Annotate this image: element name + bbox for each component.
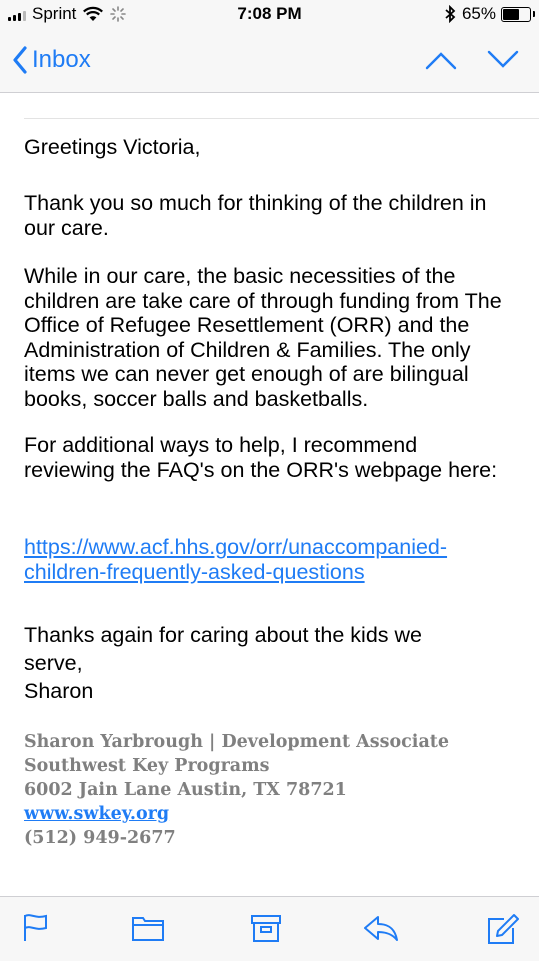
- closing-name: Sharon: [24, 679, 94, 703]
- back-to-inbox-button[interactable]: [12, 46, 91, 74]
- folder-icon: [131, 913, 165, 943]
- chevron-down-icon: [487, 50, 519, 70]
- reply-button[interactable]: [362, 913, 400, 948]
- chevron-left-icon: [12, 46, 28, 74]
- battery-icon: [501, 7, 531, 22]
- email-signature: [24, 730, 449, 850]
- flag-button[interactable]: [22, 913, 50, 948]
- move-to-folder-button[interactable]: [131, 913, 165, 948]
- signature-website-link[interactable]: www.swkey.org: [24, 804, 170, 824]
- battery-fill: [503, 9, 519, 20]
- status-right: [444, 4, 531, 24]
- status-time: 7:08 PM: [237, 4, 302, 23]
- divider: [24, 118, 539, 119]
- signature-name-title: Sharon Yarbrough | Development Associate: [24, 732, 449, 752]
- back-label: Inbox: [32, 46, 91, 73]
- email-paragraph-1: Thank you so much for thinking of the children in our care.: [24, 191, 487, 240]
- archive-icon: [250, 913, 282, 943]
- signature-organization: Southwest Key Programs: [24, 756, 270, 776]
- email-closing: [24, 621, 484, 705]
- email-paragraph-3: For additional ways to help, I recommend reviewing the FAQ's on the ORR's webpage here:: [24, 433, 498, 482]
- bluetooth-icon: [444, 5, 456, 23]
- email-greeting: Greetings Victoria,: [24, 135, 201, 159]
- signature-address: 6002 Jain Lane Austin, TX 78721: [24, 780, 347, 800]
- signature-phone: (512) 949-2677: [24, 828, 176, 848]
- carrier-name: Sprint: [32, 4, 77, 23]
- email-paragraph-2: While in our care, the basic necessities of the children are take care of through funding from The Office of Refugee Resettlement (ORR) and the Administration of Children & Families. The only items we can never get enough of are bilingual books, soccer balls and basketballs.: [24, 264, 502, 411]
- reply-icon: [362, 913, 400, 943]
- next-message-button[interactable]: [487, 50, 519, 75]
- status-bar: [0, 0, 539, 30]
- chevron-up-icon: [425, 50, 457, 70]
- orr-faq-link[interactable]: https://www.acf.hhs.gov/orr/unaccompanied-children-frequently-asked-questions: [24, 535, 448, 584]
- archive-button[interactable]: [250, 913, 282, 948]
- battery-percent: 65%: [461, 4, 496, 23]
- compose-icon: [486, 913, 520, 945]
- flag-icon: [22, 913, 50, 943]
- message-navigation: [425, 50, 519, 75]
- nav-bar: [0, 30, 539, 93]
- bottom-toolbar: [0, 896, 539, 961]
- closing-line: Thanks again for caring about the kids we serve,: [24, 623, 422, 675]
- compose-button[interactable]: [486, 913, 520, 950]
- previous-message-button[interactable]: [425, 50, 457, 75]
